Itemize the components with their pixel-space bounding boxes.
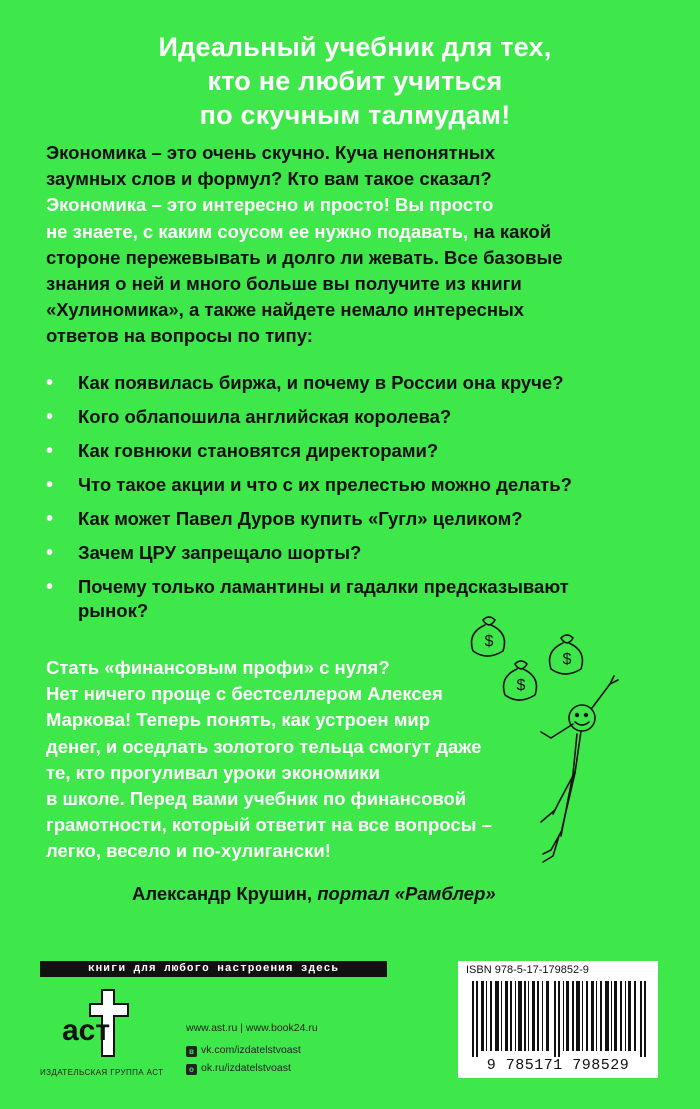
publisher-name: ИЗДАТЕЛЬСКАЯ ГРУППА АСТ <box>40 1068 164 1077</box>
question-text: Как может Павел Дуров купить «Гугл» целиком? <box>78 508 523 529</box>
publisher-links <box>186 1019 318 1077</box>
intro-line: Экономика – это очень скучно. Куча непонятных <box>46 142 495 163</box>
question-item <box>46 541 666 565</box>
question-item <box>46 371 666 395</box>
question-item <box>46 507 666 531</box>
isbn-text: ISBN 978-5-17-179852-9 <box>466 964 589 976</box>
headline-line: по скучным талмудам! <box>199 100 511 130</box>
svg-text:$: $ <box>562 651 572 668</box>
ok-icon: о <box>186 1064 197 1075</box>
vk-link[interactable] <box>186 1041 318 1059</box>
intro-line: заумных слов и формул? Кто вам такое сказал? <box>46 168 492 190</box>
question-text-continued: рынок? <box>78 600 149 621</box>
bullet-icon: • <box>46 474 54 496</box>
headline-line: Идеальный учебник для тех, <box>158 32 552 62</box>
question-item <box>46 473 666 497</box>
ast-logo <box>60 988 140 1058</box>
question-text: Как говнюки становятся директорами? <box>78 440 439 461</box>
barcode-block <box>458 961 658 1078</box>
bullet-icon: • <box>46 508 54 530</box>
outro-line-highlight: легко, весело и по-хулигански! <box>46 840 331 862</box>
quote-author: Александр Крушин, <box>132 883 313 904</box>
intro-line: ответов на вопросы по типу: <box>46 325 313 347</box>
ok-link-text: ok.ru/izdatelstvoast <box>201 1062 291 1074</box>
money-bag-icon <box>472 617 505 656</box>
outro-paragraph <box>46 655 566 865</box>
outro-line-highlight: Маркова! Теперь понять, как устроен мир <box>46 709 431 731</box>
outro-line-highlight: грамотности, который ответит на все вопросы – <box>46 814 492 836</box>
svg-text:$: $ <box>516 677 526 694</box>
ok-link[interactable] <box>186 1059 318 1077</box>
quote-attribution <box>132 883 562 905</box>
intro-line-highlight: Экономика – это интересно и просто! Вы просто <box>46 194 494 216</box>
headline-line: кто не любит учиться <box>207 66 503 96</box>
barcode-digits: 9 785171 798529 <box>486 1057 630 1074</box>
outro-line-highlight: в школе. Перед вами учебник по финансовой <box>46 788 467 810</box>
intro-line: «Хулиномика», а также найдете немало интересных <box>46 299 525 321</box>
intro-line <box>46 219 656 245</box>
intro-line: знания о ней и много больше вы получите из книги <box>46 273 522 295</box>
website-links[interactable]: www.ast.ru | www.book24.ru <box>186 1022 318 1034</box>
outro-line-highlight: те, кто прогуливал уроки экономики <box>46 761 380 783</box>
intro-line: стороне пережевывать и долго ли жевать. Все базовые <box>46 246 563 268</box>
bullet-icon: • <box>46 440 54 462</box>
bullet-icon: • <box>46 406 54 428</box>
outro-line-highlight: Стать «финансовым профи» с нуля? <box>46 657 390 678</box>
barcode-icon <box>466 981 650 1057</box>
vk-link-text: vk.com/izdatelstvoast <box>201 1044 301 1056</box>
question-text: Как появилась биржа, и почему в России она круче? <box>78 372 564 393</box>
intro-fragment: на какой <box>468 220 552 242</box>
bullet-icon: • <box>46 542 54 564</box>
question-text: Что такое акции и что с их прелестью можно делать? <box>78 474 572 495</box>
question-text: Почему только ламантины и гадалки предсказывают <box>78 576 569 597</box>
headline <box>40 30 670 132</box>
bullet-icon: • <box>46 372 54 394</box>
tagline-bar: книги для любого настроения здесь <box>40 961 387 977</box>
question-text: Кого облапошила английская королева? <box>78 406 452 427</box>
intro-paragraph <box>46 140 656 350</box>
intro-highlight-fragment: не знаете, с каким соусом ее нужно подавать, <box>46 220 469 242</box>
svg-text:аст: аст <box>61 1014 111 1047</box>
quote-source: портал «Рамблер» <box>317 883 496 904</box>
outro-line-highlight: Нет ничего проще с бестселлером Алексея <box>46 683 443 705</box>
bullet-icon: • <box>46 576 54 598</box>
question-text: Зачем ЦРУ запрещало шорты? <box>78 542 362 563</box>
question-item <box>46 439 666 463</box>
question-item <box>46 405 666 429</box>
question-list <box>46 371 666 633</box>
vk-icon: в <box>186 1046 197 1057</box>
svg-text:$: $ <box>484 633 494 650</box>
outro-line-highlight: денег, и оседлать золотого тельца смогут даже <box>46 735 482 757</box>
